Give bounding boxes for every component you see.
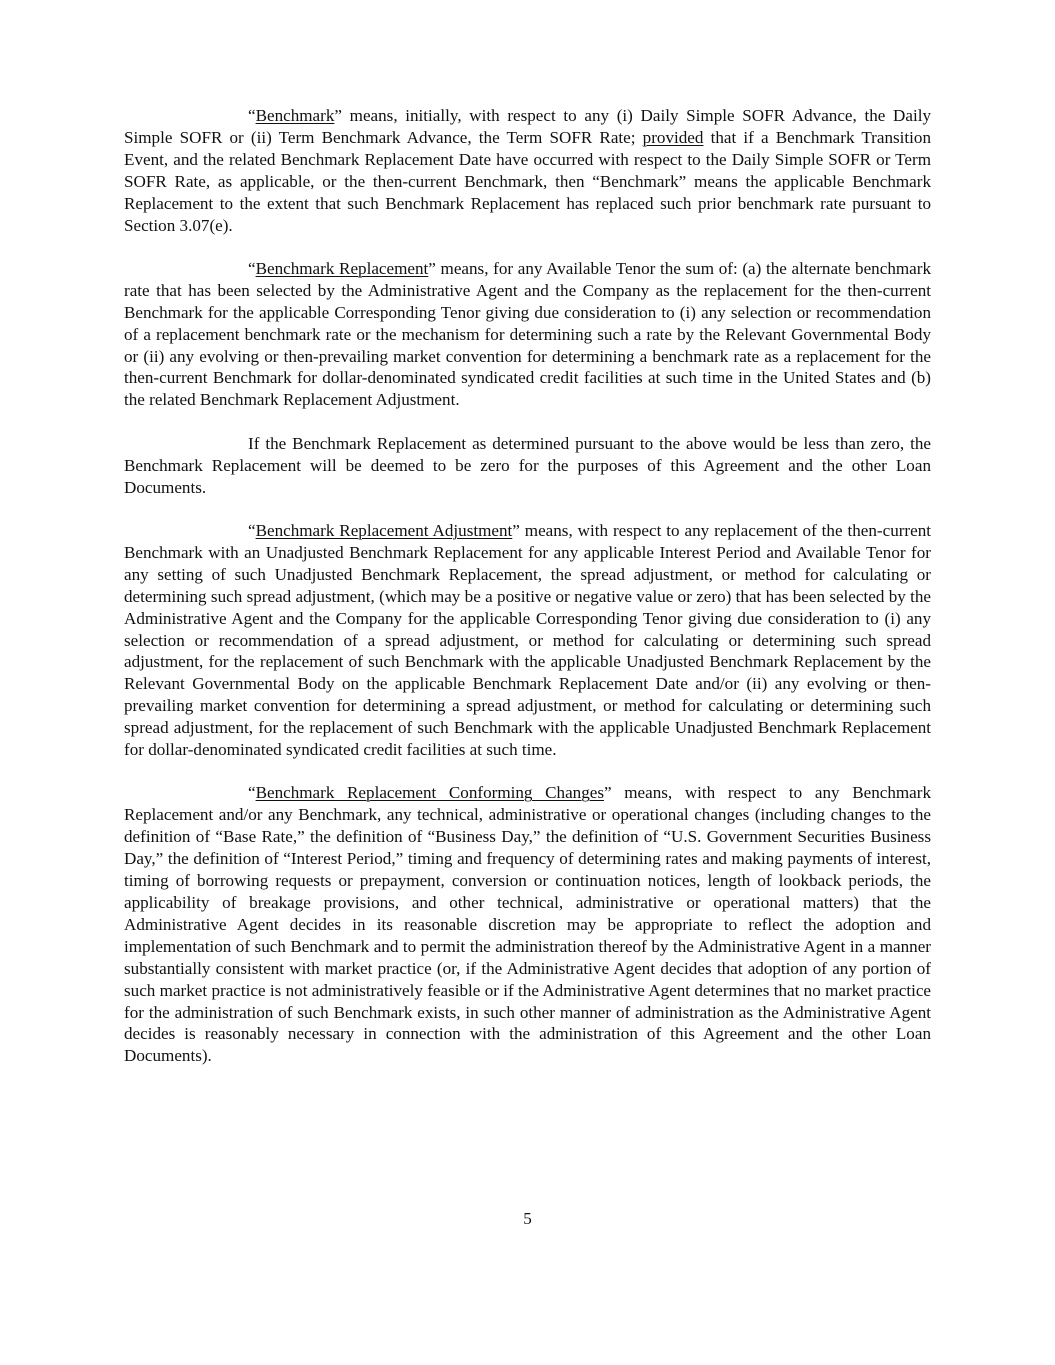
page-number: 5 [523, 1209, 532, 1228]
definition-text: ” means, with respect to any replacement of the then-current Benchmark with an Unadjusted Benchmark Replacement for any applicable Interest Period and Available Tenor for any setting of such Unadjusted Benchmark Replacement, the spread adjustment, or method for calculating or determining such spread adjustment, (which may be a positive or negative value or zero) that has been selected by the Administrative Agent and the Company for the applicable Corresponding Tenor giving due consideration to (i) any selection or recommendation of a spread adjustment, or method for calculating or determining such spread adjustment, for the replacement of such Benchmark with the applicable Unadjusted Benchmark Replacement by the Relevant Governmental Body on the applicable Benchmark Replacement Date and/or (ii) any evolving or then-prevailing market convention for determining a spread adjustment, or method for calculating or determining such spread adjustment, for the replacement of such Benchmark with the applicable Unadjusted Benchmark Replacement for dollar-denominated syndicated credit facilities at such time. [124, 521, 932, 760]
open-quote: “ [248, 106, 256, 125]
defined-term: Benchmark Replacement Conforming Changes [255, 783, 604, 803]
paragraph-text: If the Benchmark Replacement as determined pursuant to the above would be less than zero, the Benchmark Replacement will be deemed to be zero for the purposes of this Agreement and the other Loan Documents. [124, 433, 931, 497]
definition-text-continued: that if a Benchmark Transition Event, and the related Benchmark Replacement Date have occurred with respect to the Daily Simple SOFR or Term SOFR Rate, as applicable, or the then-current Benchmark, then “Benchmark” means the applicable Benchmark Replacement to the extent that such Benchmark Replacement has replaced such prior benchmark rate pursuant to Section 3.07(e). [124, 127, 932, 235]
defined-term: Benchmark [255, 106, 335, 125]
definition-text: ” means, initially, with respect to any (i) Daily Simple SOFR Advance, the Daily Simple SOFR or (ii) Term Benchmark Advance, the Term SOFR Rate; [124, 106, 931, 147]
open-quote: “ [248, 521, 256, 540]
definition-benchmark-replacement [124, 258, 931, 411]
defined-term: Benchmark Replacement [255, 258, 429, 278]
open-quote: “ [248, 783, 256, 803]
document-page [124, 105, 931, 1089]
definition-benchmark-replacement-conforming-changes [124, 782, 931, 1067]
proviso-term: provided [642, 127, 704, 147]
open-quote: “ [248, 258, 256, 278]
zero-floor-paragraph [124, 433, 931, 499]
definition-text: ” means, with respect to any Benchmark Replacement and/or any Benchmark, any technical, administrative or operational changes (including changes to the definition of “Base Rate,” the definition of “Business Day,” the definition of “U.S. Government Securities Business Day,” the definition of “Interest Period,” timing and frequency of determining rates and making payments of interest, timing of borrowing requests or prepayment, conversion or continuation notices, length of lookback periods, the applicability of breakage provisions, and other technical, administrative or operational matters) that the Administrative Agent decides in its reasonable discretion may be appropriate to reflect the adoption and implementation of such Benchmark and to permit the administration thereof by the Administrative Agent in a manner substantially consistent with market practice (or, if the Administrative Agent decides that adoption of any portion of such market practice is not administratively feasible or if the Administrative Agent determines that no market practice for the administration of such Benchmark exists, in such other manner of administration as the Administrative Agent decides is reasonably necessary in connection with the administration of this Agreement and the other Loan Documents). [124, 783, 931, 1066]
definition-text: ” means, for any Available Tenor the sum of: (a) the alternate benchmark rate that has been selected by the Administrative Agent and the Company as the replacement for the then-current Benchmark for the applicable Corresponding Tenor giving due consideration to (i) any selection or recommendation of a replacement benchmark rate or the mechanism for determining such a rate by the Relevant Governmental Body or (ii) any evolving or then-prevailing market convention for determining a benchmark rate as a replacement for the then-current Benchmark for dollar-denominated syndicated credit facilities at such time in the United States and (b) the related Benchmark Replacement Adjustment. [124, 258, 931, 410]
definition-benchmark [124, 105, 931, 236]
definition-benchmark-replacement-adjustment [124, 520, 931, 761]
defined-term: Benchmark Replacement Adjustment [255, 521, 513, 540]
